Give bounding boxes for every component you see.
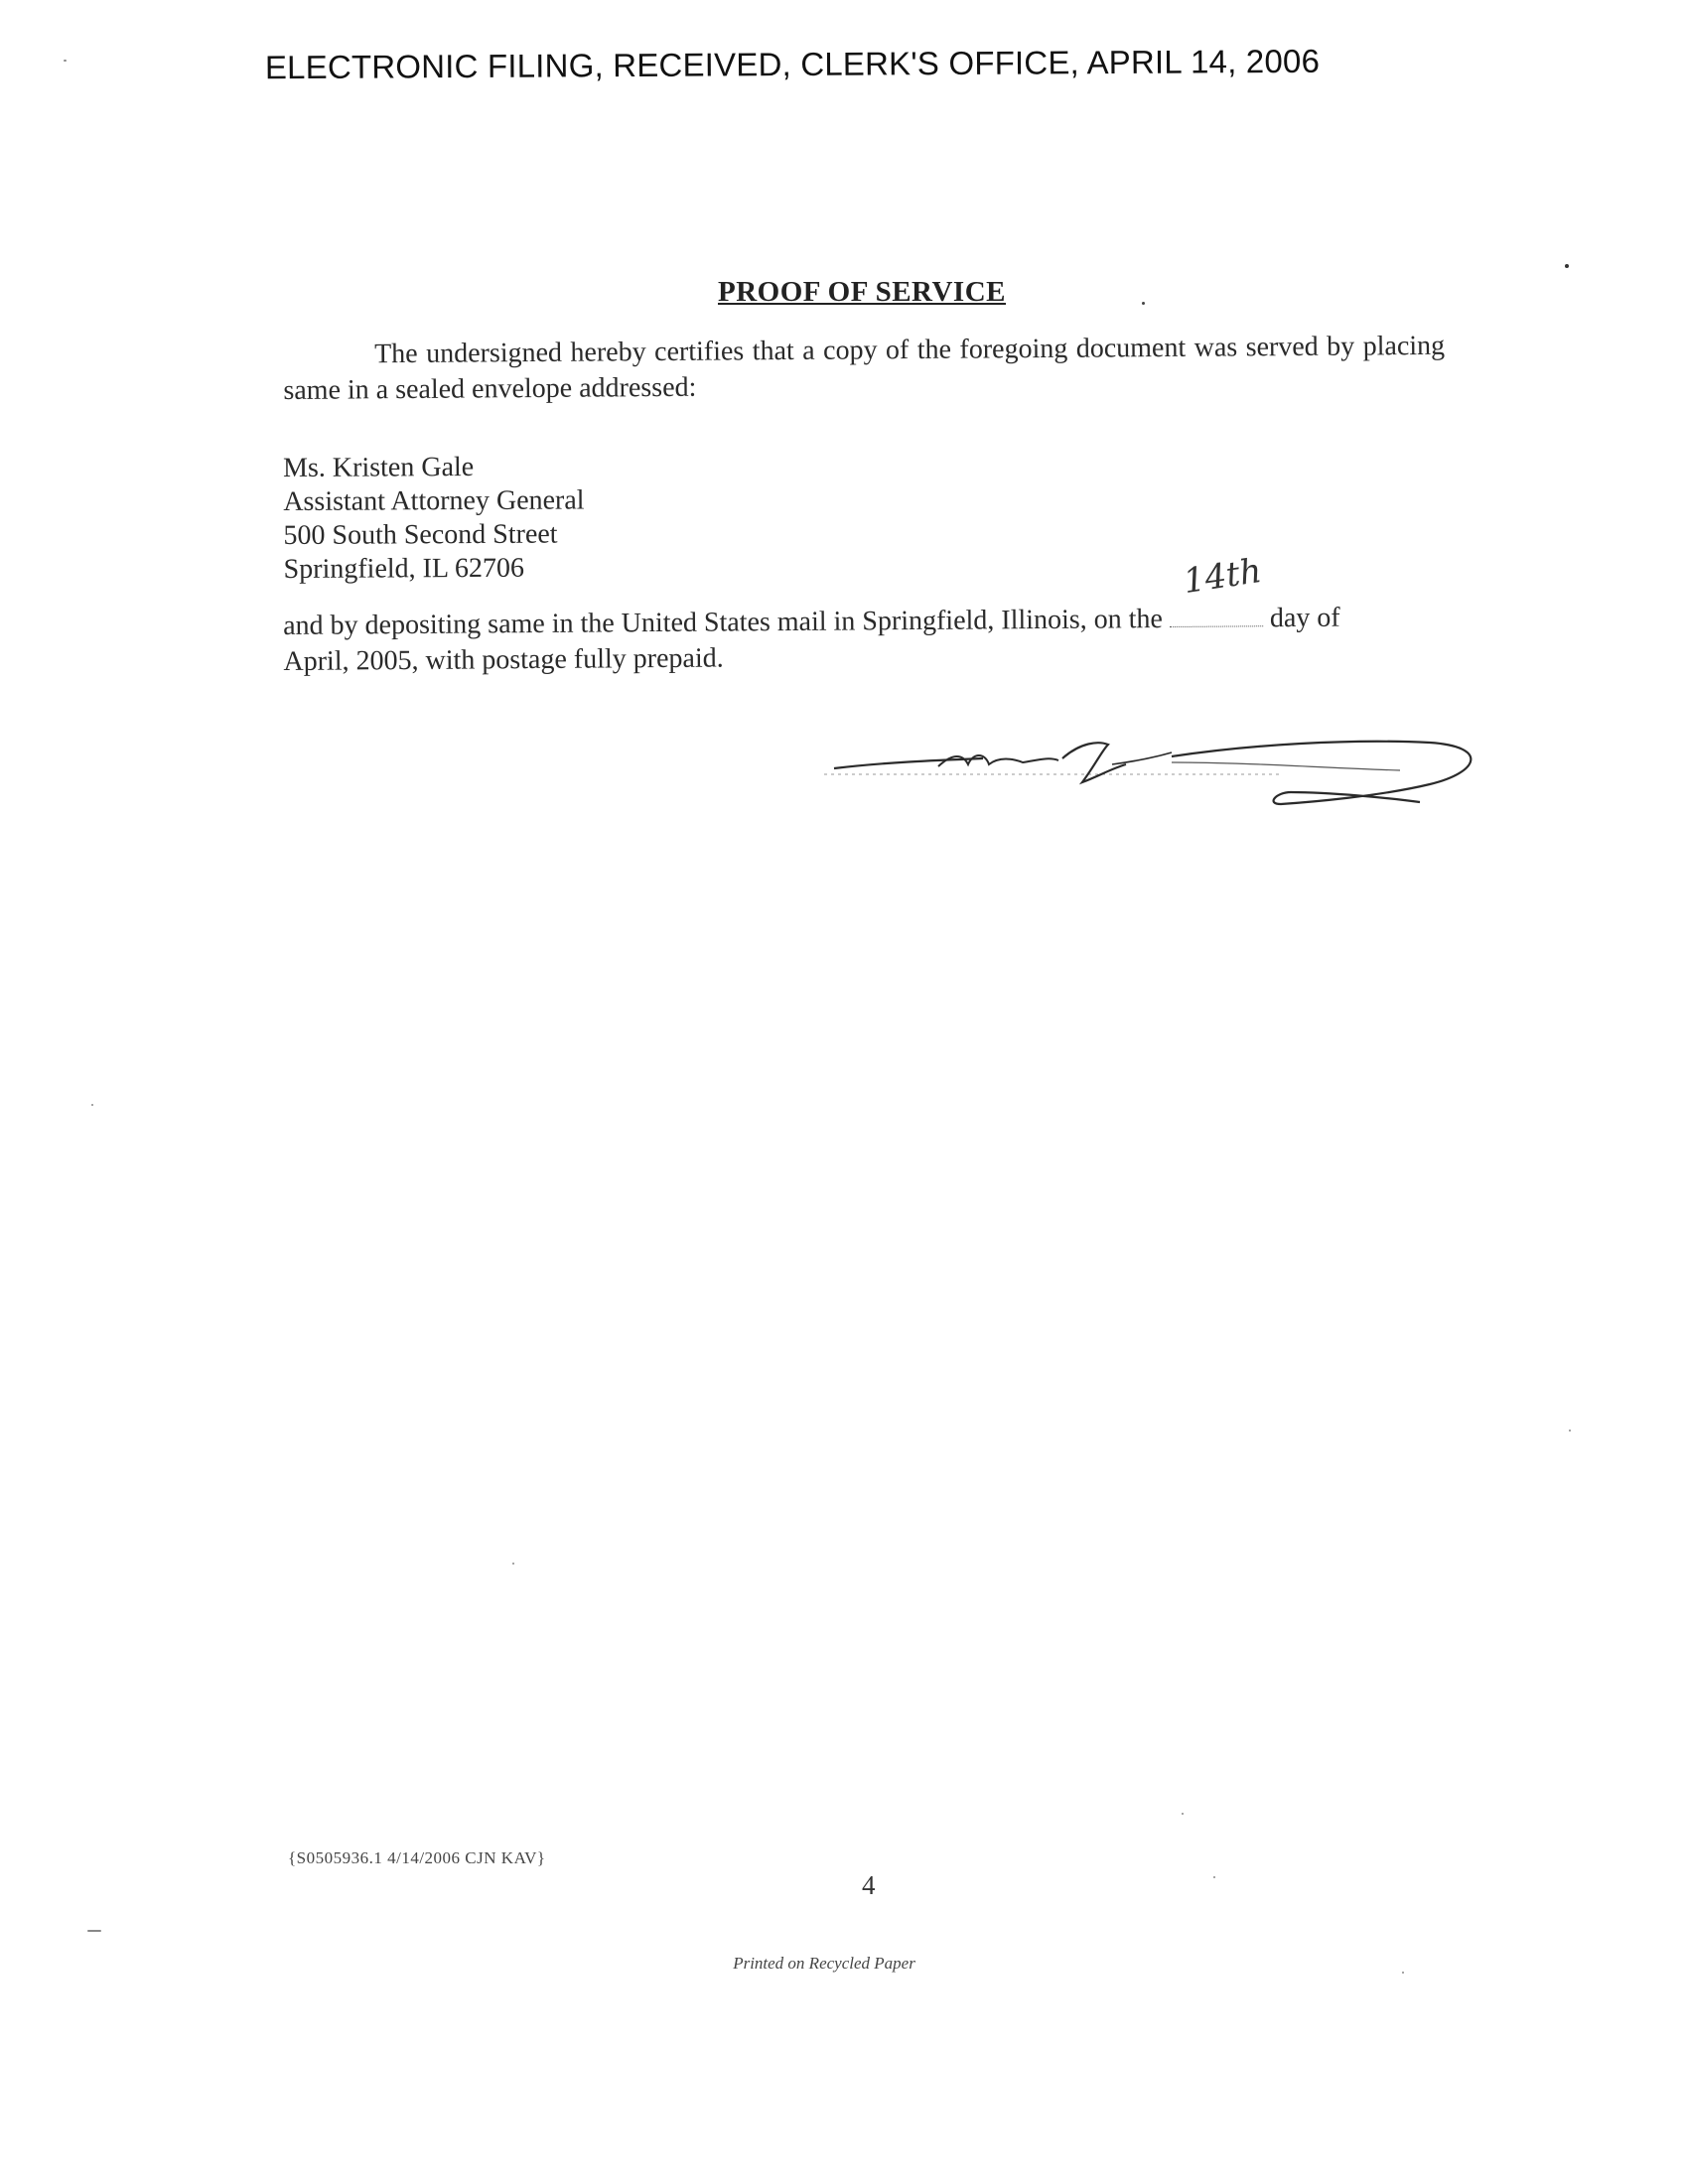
handwritten-day: 14th bbox=[1181, 550, 1264, 603]
recipient-city: Springfield, IL 62706 bbox=[283, 552, 525, 585]
recipient-title: Assistant Attorney General bbox=[283, 484, 585, 517]
scan-speck bbox=[91, 1104, 93, 1106]
scan-speck bbox=[1565, 264, 1569, 268]
recipient-name: Ms. Kristen Gale bbox=[283, 451, 475, 483]
mailing-prefix: and by depositing same in the United States mail in Springfield, Illinois, on the bbox=[283, 604, 1164, 641]
filing-stamp: ELECTRONIC FILING, RECEIVED, CLERK'S OFFICE, APRIL 14, 2006 bbox=[264, 42, 1321, 86]
scan-speck bbox=[64, 60, 67, 62]
document-code: {S0505936.1 4/14/2006 CJN KAV} bbox=[288, 1848, 546, 1867]
mailing-suffix: day of bbox=[1269, 602, 1340, 634]
recipient-street: 500 South Second Street bbox=[283, 518, 558, 551]
recycled-paper-note: Printed on Recycled Paper bbox=[733, 1954, 915, 1973]
scan-speck bbox=[1569, 1430, 1571, 1432]
scan-speck bbox=[87, 1930, 101, 1932]
mailing-line-2: April, 2005, with postage fully prepaid. bbox=[283, 642, 724, 677]
scan-speck bbox=[1182, 1813, 1184, 1815]
document-title: PROOF OF SERVICE bbox=[717, 276, 1006, 308]
recipient-address bbox=[283, 447, 979, 586]
scan-speck bbox=[512, 1563, 514, 1565]
signature bbox=[814, 723, 1489, 832]
page-number: 4 bbox=[862, 1870, 876, 1900]
scan-speck bbox=[1213, 1876, 1215, 1878]
scan-speck bbox=[1402, 1972, 1404, 1974]
scan-speck bbox=[1142, 302, 1145, 305]
day-blank bbox=[1170, 550, 1264, 627]
certification-paragraph: The undersigned hereby certifies that a copy of the foregoing document was served by placing same in a sealed envelope addressed: bbox=[283, 330, 1446, 406]
